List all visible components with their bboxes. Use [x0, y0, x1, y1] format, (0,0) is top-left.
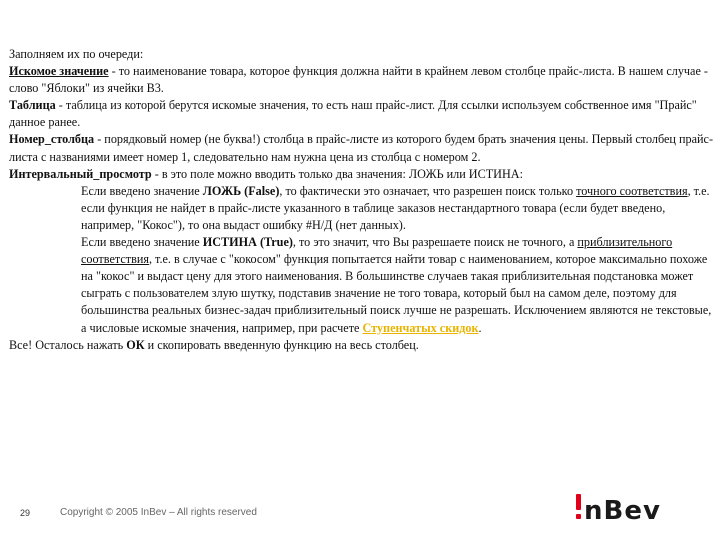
param-range-lookup: [9, 166, 714, 183]
false-case-text-a: Если введено значение: [81, 183, 203, 198]
term-column-number: Номер_столбца: [9, 132, 95, 147]
true-case-value: ИСТИНА (True): [202, 235, 293, 250]
term-lookup-value: Искомое значение: [9, 64, 109, 79]
svg-text:nBev: nBev: [584, 496, 661, 524]
true-case-paragraph: [81, 234, 714, 337]
page-number: 29: [20, 508, 31, 518]
term-table: Таблица: [9, 98, 56, 113]
desc-column-number: - порядковый номер (не буква!) столбца в прайс-листе из которого будем брать значения цены. Первый столбец прайс-листа с названиями имеет номер 1, следовательно нам нужна цена из столбца с номером 2.: [9, 132, 714, 164]
false-case-paragraph: [81, 183, 714, 234]
true-case-text-e: , т.е. в случае с "кокосом" функция попытается найти товар с наименованием, которое максимально похоже на "кокос" и выдаст цену для этого наименования. В большинстве случаев такая приблизительная подстановка может сыграть с пользователем злую шутку, подставив значение не того товара, который был на самом деле, поэтому для большинства реальных бизнес-задач приблизительный поиск лучше не разрешать. Исключением являются не текстовые, а числовые искомые значения, например, при расчете: [81, 252, 712, 335]
ok-term: ОК: [126, 337, 145, 352]
true-case-text-f: .: [478, 320, 482, 335]
false-case-value: ЛОЖЬ (False): [202, 183, 280, 198]
false-case-text-c: , то фактически это означает, что разрешен поиск только: [279, 183, 577, 198]
exact-match-term: точного соответствия: [576, 183, 688, 198]
true-case-text-c: , то это значит, что Вы разрешаете поиск не точного, а: [292, 235, 578, 250]
false-case-text-e: , т.е. если функция не найдет в прайс-листе указанного в таблице заказов нестандартного товара (если будет введено, например, "Кокос"), то она выдаст ошибку #Н/Д (нет данных).: [81, 183, 710, 232]
final-text-a: Все! Осталось нажать: [9, 337, 127, 352]
approx-match-term: приблизительного соответствия: [81, 235, 673, 267]
step-discounts-link[interactable]: Ступенчатых скидок: [362, 320, 479, 335]
final-instruction: [9, 337, 714, 354]
param-lookup-value: [9, 63, 714, 97]
intro-line: Заполняем их по очереди:: [9, 47, 144, 61]
final-text-c: и скопировать введенную функцию на весь столбец.: [144, 337, 419, 352]
true-case-text-a: Если введено значение: [81, 235, 203, 250]
term-range-lookup: Интервальный_просмотр: [9, 166, 152, 181]
desc-table: - таблица из которой берутся искомые значения, то есть наш прайс-лист. Для ссылки используем собственное имя "Прайс" данное ранее.: [9, 98, 697, 130]
logo-bang-icon: [576, 494, 581, 519]
param-table: [9, 97, 714, 131]
desc-range-lookup: - в это поле можно вводить только два значения: ЛОЖЬ или ИСТИНА:: [151, 166, 523, 181]
desc-lookup-value: - то наименование товара, которое функция должна найти в крайнем левом столбце прайс-листа. В нашем случае - слово "Яблоки" из ячейки B3.: [9, 64, 708, 96]
copyright-notice: Copyright © 2005 InBev – All rights reserved: [60, 507, 257, 518]
inbev-logo: [572, 488, 692, 524]
document-body: [9, 46, 714, 354]
param-column-number: [9, 131, 714, 165]
